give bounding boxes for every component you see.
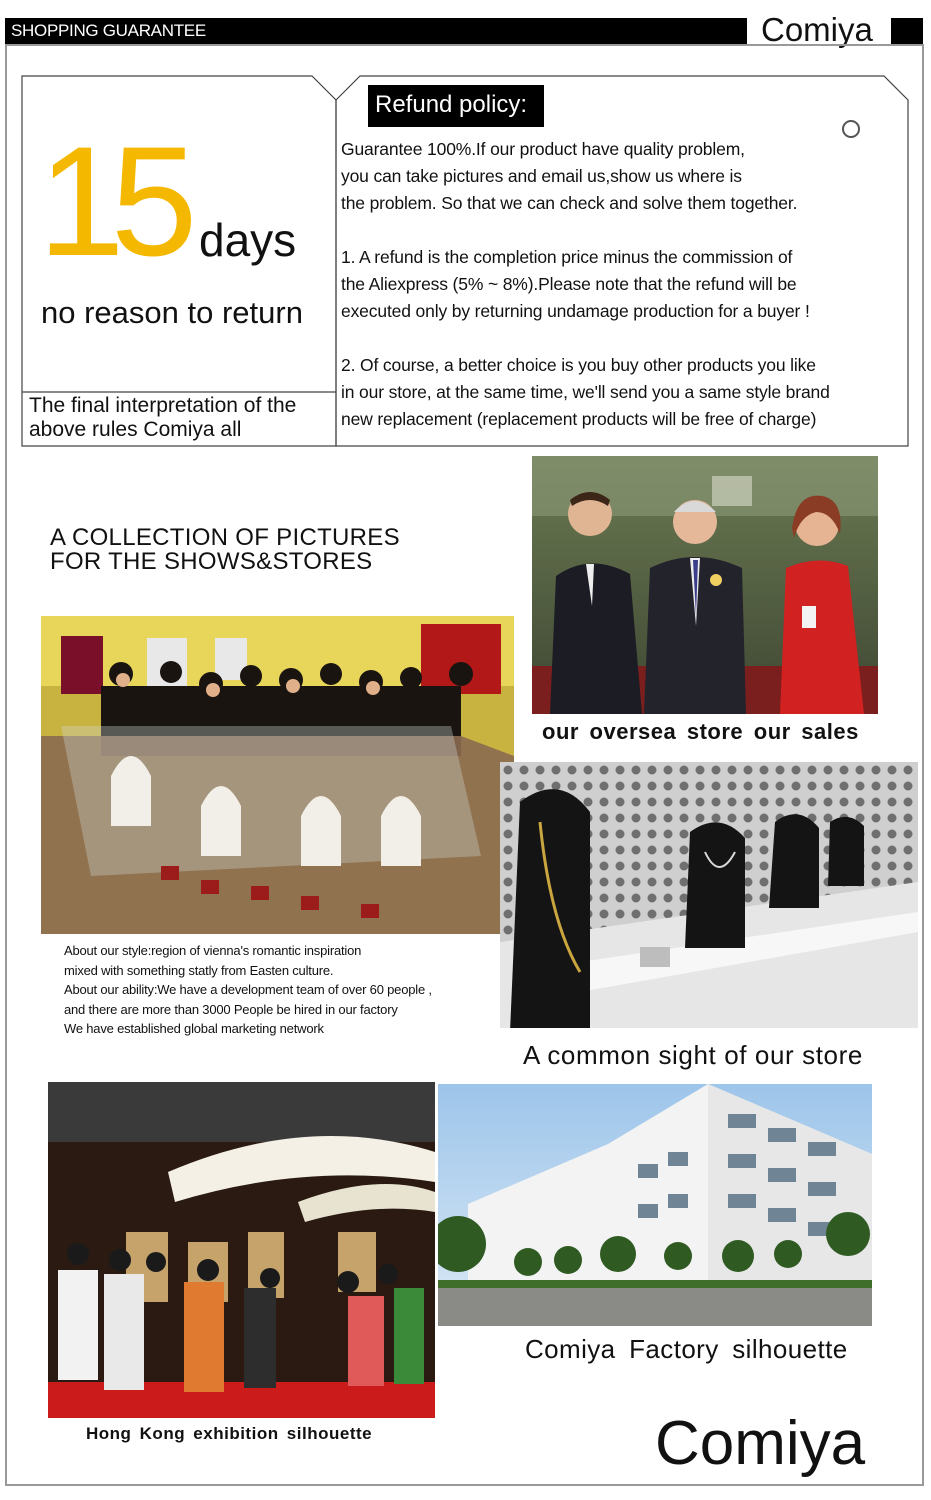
final-interpretation-note: The final interpretation of the above rules Comiya all	[29, 394, 297, 441]
store-sight-caption: A common sight of our store	[523, 1040, 863, 1070]
refund-title: Refund policy:	[375, 91, 528, 118]
hong-kong-caption: Hong Kong exhibition silhouette	[86, 1424, 373, 1443]
no-reason-tagline: no reason to return	[41, 295, 303, 330]
brand-logo-bottom: Comiya	[655, 1409, 866, 1478]
days-number: 15	[38, 115, 184, 289]
refund-paragraph-1: Guarantee 100%.If our product have quality problem, you can take pictures and email us,show us where is the problem. So that we can check and solve them together.	[341, 139, 798, 213]
oversea-sales-photo	[532, 456, 878, 714]
collection-title	[50, 526, 400, 574]
refund-paragraph-3: 2. Of course, a better choice is you buy other products you like in our store, at the same time, we'll send you a same style brand new replacement (replacement products will be free of charge)	[341, 355, 830, 429]
about-company-text: About our style:region of vienna's romantic inspiration mixed with something statly from Easten culture. About our ability:We have a development team of over 60 people , and there are more than 3000 People be hired in our factory We have established global marketing network	[64, 943, 432, 1036]
collection-title-line-2: FOR THE SHOWS&STORES	[50, 548, 373, 575]
hong-kong-exhibition-photo	[48, 1082, 435, 1418]
collection-title-line-1: A COLLECTION OF PICTURES	[50, 524, 400, 551]
store-display-photo	[500, 762, 918, 1028]
refund-paragraph-2: 1. A refund is the completion price minus the commission of the Aliexpress (5% ~ 8%).Please note that the refund will be executed only by returning undamage production for a buyer !	[341, 247, 810, 321]
brand-logo-top: Comiya	[761, 11, 873, 48]
factory-caption: Comiya Factory silhouette	[525, 1334, 848, 1364]
oversea-caption: our oversea store our sales	[542, 719, 859, 744]
header-title: SHOPPING GUARANTEE	[11, 21, 206, 40]
store-crowd-photo	[41, 616, 514, 934]
factory-photo	[438, 1084, 872, 1326]
days-label: days	[199, 214, 297, 266]
